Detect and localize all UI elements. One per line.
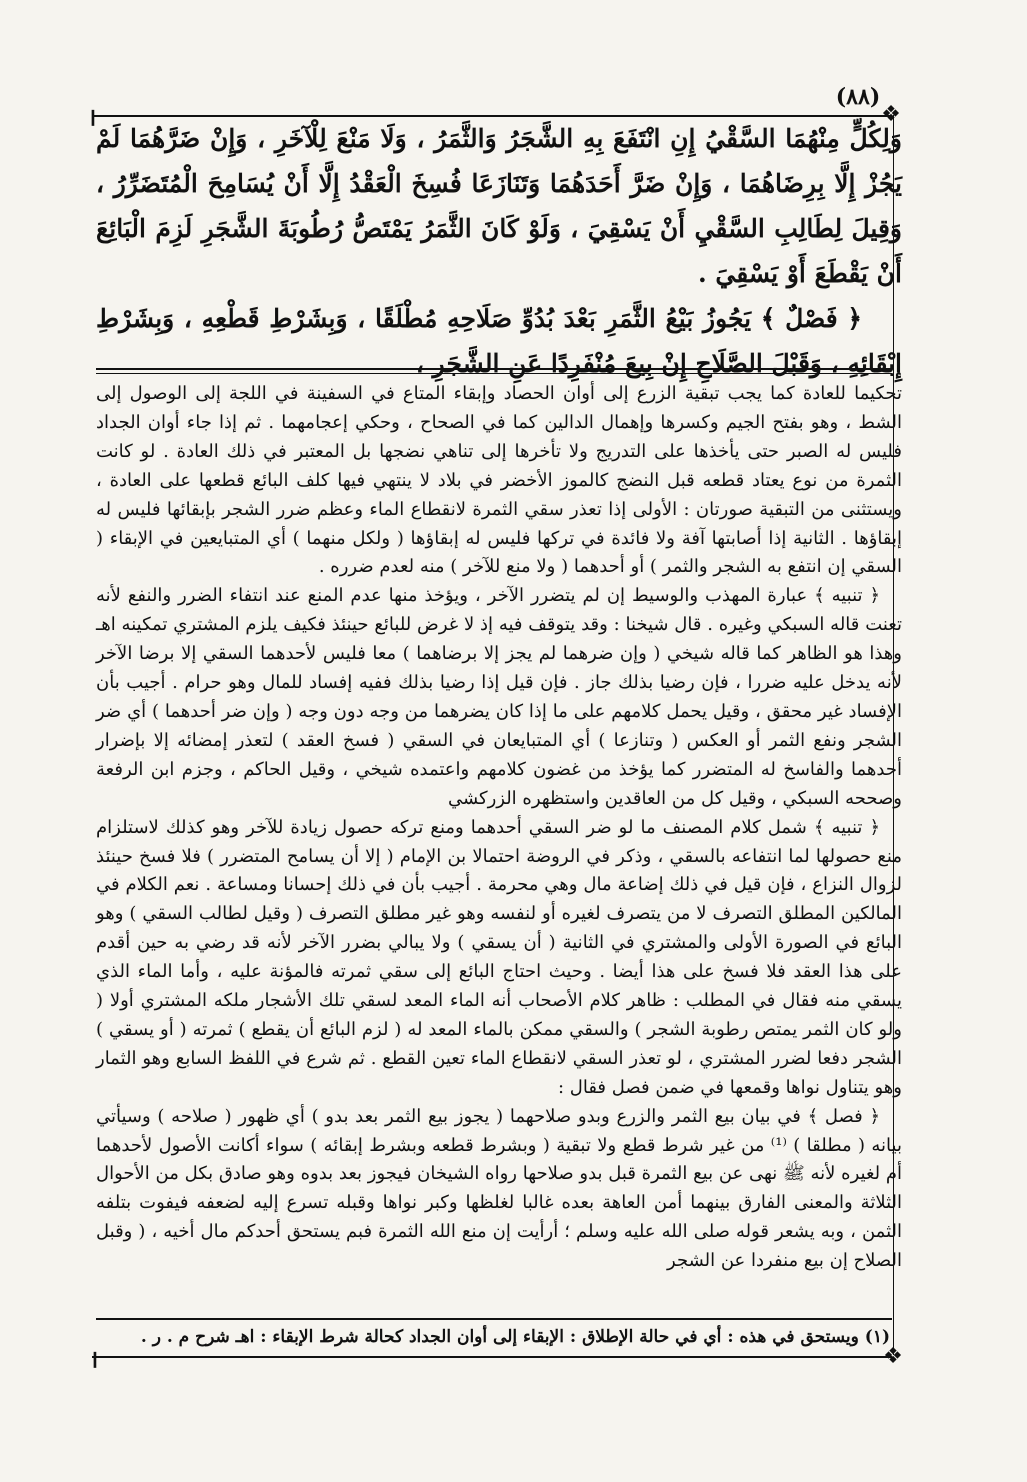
- matn-separator-rule: [96, 368, 892, 370]
- matn-separator-rule-inner: [96, 373, 892, 374]
- sharh-paragraph: تحكيما للعادة كما يجب تبقية الزرع إلى أوان الحصاد وإبقاء المتاع في السفينة في اللجة إلى الوصول إلى الشط ، وهو بفتح الجيم وكسرها وإهمال الدالين كما في الصحاح ، وحكي إعجامهما . ثم إذا جاء أوان الجداد فليس له الصبر حتى يأخذها على التدريج ولا تأخرها إلى تناهي نضجها بل المعتبر في ذلك العادة . لو كانت الثمرة من نوع يعتاد قطعه قبل النضج كالموز الأخضر في بلاد لا ينتهي فيها كلف البائع قطعها على العادة ، ويستثنى من التبقية صورتان : الأولى إذا تعذر سقي الثمرة لانقطاع الماء وعظم ضرر الشجر بإبقائها فليس له إبقاؤها . الثانية إذا أصابتها آفة ولا فائدة في تركها فليس له إبقاؤها ( ولكل منهما ) أي المتبايعين في الإبقاء ( السقي إن انتفع به الشجر والثمر ) أو أحدهما ( ولا منع للآخر ) منه لعدم ضرره .: [96, 383, 902, 578]
- corner-ornament-icon: ❖: [881, 102, 901, 127]
- corner-ornament-icon: ❖: [883, 1344, 903, 1369]
- sharh-fasl-paragraph: ﴿ فصل ﴾ في بيان بيع الثمر والزرع وبدو صلاحهما ( يجوز بيع الثمر بعد بدو ) أي ظهور ( صلاحه ) وسيأتي بيانه ( مطلقا ) ⁽¹⁾ من غير شرط قطع ولا تبقية ( وبشرط قطعه وبشرط إبقائه ) سواء أكانت الأصول لأحدهما أم لغيره لأنه ﷺ نهى عن بيع الثمرة قبل بدو صلاحها رواه الشيخان فيجوز بعد بدوه وهو صادق بكل من الأحوال الثلاثة والمعنى الفارق بينهما أمن العاهة بعده غالبا لغلظها وكبر نواها وقبله تسرع إليه لضعفه فيفوت بتلفه الثمن ، وبه يشعر قوله صلى الله عليه وسلم ؛ أرأيت إن منع الله الثمرة فبم يستحق أحدكم مال أخيه ، ( وقبل الصلاح إن بيع منفردا عن الشجر: [96, 1105, 902, 1272]
- footnote-separator-rule: [96, 1318, 892, 1320]
- corner-ornament-icon: ❙: [86, 107, 100, 126]
- sharh-tanbih-paragraph: ﴿ تنبيه ﴾ عبارة المهذب والوسيط إن لم يتضرر الآخر ، ويؤخذ منها عدم المنع عند انتفاء الضرر والنفع لأنه تعنت قاله السبكي وغيره . قال شيخنا : وقد يتوقف فيه إذ لا غرض للبائع حينئذ فكيف يلزم المشتري تمكينه اهـ وهذا هو الظاهر كما قاله شيخي ( وإن ضرهما لم يجز إلا برضاهما ) معا فليس لأحدهما السقي إلا برضا الآخر لأنه يدخل عليه ضررا ، فإن رضيا بذلك جاز . فإن قيل إذا رضيا بذلك ففيه إفساد للمال وهو حرام . أجيب بأن الإفساد غير محقق ، وقيل يحمل كلامهم على ما إذا كان يضرهما من وجه دون وجه ( وإن ضر أحدهما ) أي ضر الشجر ونفع الثمر أو العكس ( وتنازعا ) أي المتبايعان في السقي ( فسخ العقد ) لتعذر إمضائه إلا بإضرار أحدهما والفاسخ له المتضرر كما يؤخذ من غضون كلامهم واعتمده شيخي ، وقيل الحاكم ، وجزم ابن الرفعة وصححه السبكي ، وقيل كل من العاقدين واستظهره الزركشي: [96, 585, 902, 809]
- page-number: (٨٨): [835, 84, 881, 110]
- matn-fasl-paragraph: ﴿ فَصْلٌ ﴾ يَجُوزُ بَيْعُ الثَّمَرِ بَعْدَ بُدُوِّ صَلَاحِهِ مُطْلَقًا ، وَبِشَرْطِ قَطْعِهِ ، وَبِشَرْطِ إِبْقَائِهِ ، وَقَبْلَ الصَّلَاحِ إِنْ بِيعَ مُنْفَرِدًا عَنِ الشَّجَرِ ،: [96, 304, 902, 378]
- sharh-text: [96, 380, 902, 1276]
- matn-text: [96, 116, 902, 386]
- sharh-tanbih-paragraph: ﴿ تنبيه ﴾ شمل كلام المصنف ما لو ضر السقي أحدهما ومنع تركه حصول زيادة للآخر وهو كذلك لاستلزام منع حصولها لما انتفاعه بالسقي ، وذكر في الروضة احتمالا بن الإمام ( إلا أن يسامح المتضرر ) فلا فسخ حينئذ لزوال النزاع ، فإن قيل في ذلك إضاعة مال وهي محرمة . أجيب بأن في ذلك إحسانا ومساعة . نعم الكلام في المالكين المطلق التصرف لا من يتصرف لغيره أو لنفسه وهو غير مطلق التصرف ( وقيل لطالب السقي ) وهو البائع في الصورة الأولى والمشتري في الثانية ( أن يسقي ) ولا يبالي بضرر الآخر لأنه قد رضي به حين أقدم على هذا العقد فلا فسخ على هذا أيضا . وحيث احتاج البائع إلى سقي ثمرته فالمؤنة عليه ، وأما الماء الذي يسقي منه فقال في المطلب : ظاهر كلام الأصحاب أنه الماء المعد لسقي تلك الأشجار ملكه المشتري أولا ( ولو كان الثمر يمتص رطوبة الشجر ) والسقي ممكن بالماء المعد له ( لزم البائع أن يقطع ) ثمرته ( أو يسقي ) الشجر دفعا لضرر المشتري ، لو تعذر السقي لانقطاع الماء تعين القطع . ثم شرع في اللفظ السابع وهو الثمار وهو يتناول نواها وقمعها في ضمن فصل فقال :: [96, 816, 902, 1098]
- footnote: (١) ويستحق في هذه : أي في حالة الإطلاق : الإبقاء إلى أوان الجداد كحالة شرط الإبقاء : اهـ شرح م . ر .: [140, 1327, 890, 1347]
- bottom-rule: [92, 1356, 892, 1358]
- corner-ornament-icon: ❙: [88, 1349, 102, 1368]
- matn-paragraph: وَلِكُلٍّ مِنْهُمَا السَّقْيُ إِنِ انْتَفَعَ بِهِ الشَّجَرُ وَالثَّمَرُ ، وَلَا مَنْعَ لِلْآخَرِ ، وَإِنْ ضَرَّهُمَا لَمْ يَجُزْ إِلَّا بِرِضَاهُمَا ، وَإِنْ ضَرَّ أَحَدَهُمَا وَتَنَازَعَا فُسِخَ الْعَقْدُ إِلَّا أَنْ يُسَامِحَ الْمُتَضَرِّرُ ، وَقِيلَ لِطَالِبِ السَّقْيِ أَنْ يَسْقِيَ ، وَلَوْ كَانَ الثَّمَرُ يَمْتَصُّ رُطُوبَةَ الشَّجَرِ لَزِمَ الْبَائِعَ أَنْ يَقْطَعَ أَوْ يَسْقِيَ .: [96, 124, 902, 288]
